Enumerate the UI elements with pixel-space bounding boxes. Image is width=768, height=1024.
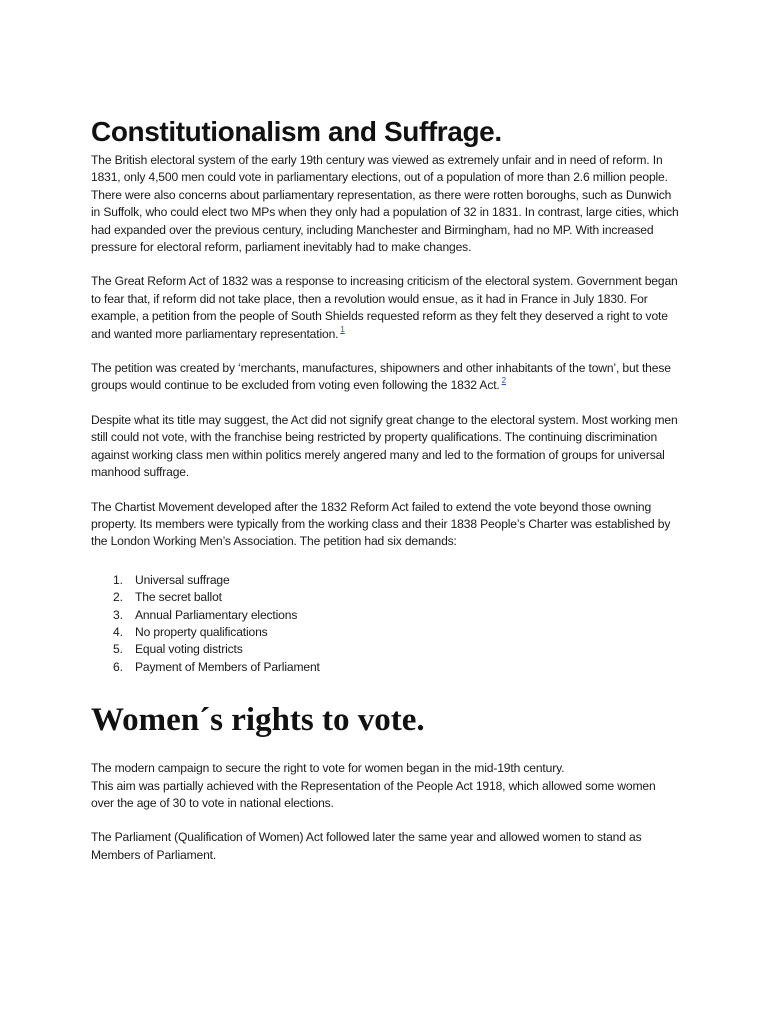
list-item [91,659,681,676]
list-item-number: 5. [113,642,123,657]
list-item [91,607,681,624]
paragraph-electoral-system: The British electoral system of the early 19th century was viewed as extremely unfair and in need of reform. In 1831, only 4,500 men could vote in parliamentary elections, out of a population of more than 2.6 million people. There were also concerns about parliamentary representation, as there were rotten boroughs, such as Dunwich in Suffolk, who could elect two MPs when they only had a population of 32 in 1831. In contrast, large cities, which had expanded over the previous century, including Manchester and Birmingham, had no MP. With increased pressure for electoral reform, parliament inevitably had to make changes. [91,153,679,255]
list-item-number: 3. [113,607,123,622]
paragraph-petition-text: The petition was created by ‘merchants, manufactures, shipowners and other inhabitants of the town’, but these groups would continue to be excluded from voting even following the 1832 Act. [91,361,671,393]
list-item-text: Universal suffrage [135,572,230,587]
heading-womens-rights: Women´s rights to vote. [91,702,425,739]
paragraph-qualification-of-women: The Parliament (Qualification of Women) Act followed later the same year and allowed women to stand as Members of Parliament. [91,830,642,862]
list-item-number: 6. [113,659,123,674]
list-item-number: 4. [113,624,123,639]
footnote-link-1[interactable]: 1 [340,324,345,334]
list-item-number: 2. [113,590,123,605]
list-item-number: 1. [113,572,123,587]
list-item-text: Equal voting districts [135,642,243,657]
list-item [91,572,681,589]
paragraph-modern-campaign-line2: This aim was partially achieved with the Representation of the People Act 1918, which allowed some women over the age of 30 to vote in national elections. [91,778,656,810]
document-page [91,114,681,864]
footnote-link-2[interactable]: 2 [501,376,506,386]
list-item [91,589,681,606]
paragraph-modern-campaign [91,760,681,812]
list-item-text: Annual Parliamentary elections [135,607,298,622]
heading-constitutionalism: Constitutionalism and Suffrage. [91,116,502,147]
paragraph-modern-campaign-line1: The modern campaign to secure the right to vote for women began in the mid-19th century. [91,761,565,776]
list-item [91,624,681,641]
paragraph-petition [91,360,681,395]
list-item [91,641,681,658]
paragraph-chartist-movement: The Chartist Movement developed after the 1832 Reform Act failed to extend the vote beyond those owning property. Its members were typically from the working class and their 1838 People’s Charter was established by the London Working Men’s Association. The petition had six demands: [91,499,671,549]
list-item-text: The secret ballot [135,590,222,605]
list-item-text: No property qualifications [135,624,268,639]
paragraph-great-reform-act [91,273,681,343]
paragraph-act-effect: Despite what its title may suggest, the Act did not signify great change to the electoral system. Most working men still could not vote, with the franchise being restricted by property qualifications. The continuing discrimination against working class men within politics merely angered many and led to the formation of groups for universal manhood suffrage. [91,412,678,480]
paragraph-great-reform-act-text: The Great Reform Act of 1832 was a response to increasing criticism of the electoral system. Government began to fear that, if reform did not take place, then a revolution would ensue, as it had in France in July 1830. For example, a petition from the people of South Shields requested reform as they felt they deserved a right to vote and wanted more parliamentary representation. [91,274,678,341]
demands-list [91,572,681,676]
list-item-text: Payment of Members of Parliament [135,659,320,674]
